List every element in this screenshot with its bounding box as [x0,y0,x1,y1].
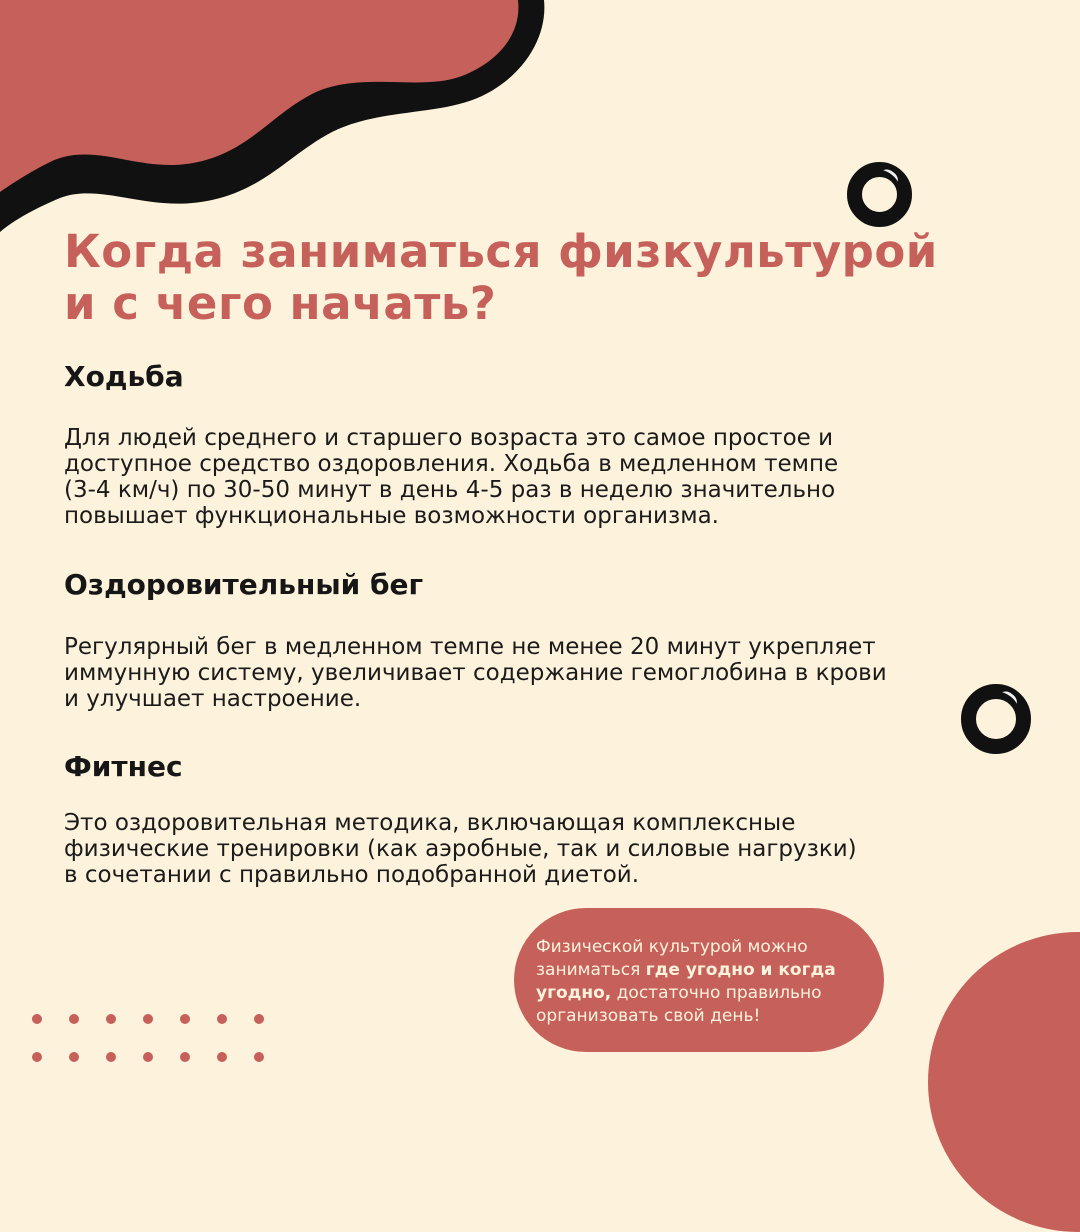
section-text-walking [64,425,984,529]
callout-line-2 [536,959,876,982]
dot [69,1052,79,1062]
text-line: и улучшает настроение. [64,686,362,712]
callout-text-bold: угодно, [536,983,612,1003]
dot [143,1014,153,1024]
text-line: Это оздоровительная методика, включающая комплексные [64,810,796,836]
callout-line-1: Физической культурой можно [536,937,808,957]
dot [217,1052,227,1062]
text-line: доступное средство оздоровления. Ходьба в медленном темпе [64,451,839,477]
callout-text-regular: заниматься [536,960,646,980]
text-line: иммунную систему, увеличивает содержание гемоглобина в крови [64,660,887,686]
callout-text [536,936,876,1028]
section-heading-walking: Ходьба [64,360,184,393]
callout-text-bold: где угодно и когда [645,960,836,980]
text-line: повышает функциональные возможности организма. [64,503,719,529]
callout-text-regular: достаточно правильно [611,983,822,1003]
dot [32,1014,42,1024]
dot [106,1052,116,1062]
section-heading-running: Оздоровительный бег [64,568,424,601]
callout-line-4: организовать свой день! [536,1006,761,1026]
title-line-2: и с чего начать? [64,277,497,330]
dot [143,1052,153,1062]
text-line: Для людей среднего и старшего возраста это самое простое и [64,425,834,451]
text-line: физические тренировки (как аэробные, так и силовые нагрузки) [64,836,857,862]
dot [106,1014,116,1024]
text-line: (3-4 км/ч) по 30-50 минут в день 4-5 раз в неделю значительно [64,477,836,503]
dot [254,1052,264,1062]
section-text-running [64,634,984,712]
dot [180,1052,190,1062]
title-line-1: Когда заниматься физкультурой [64,225,938,278]
dot [69,1014,79,1024]
page-title [64,226,944,330]
dot [180,1014,190,1024]
dot [217,1014,227,1024]
dot [32,1052,42,1062]
section-heading-fitness: Фитнес [64,750,183,783]
dot [254,1014,264,1024]
callout-line-3 [536,982,876,1005]
text-line: Регулярный бег в медленном темпе не менее 20 минут укрепляет [64,634,876,660]
text-line: в сочетании с правильно подобранной диетой. [64,862,640,888]
section-text-fitness [64,810,984,888]
ring-top-right [847,162,912,227]
